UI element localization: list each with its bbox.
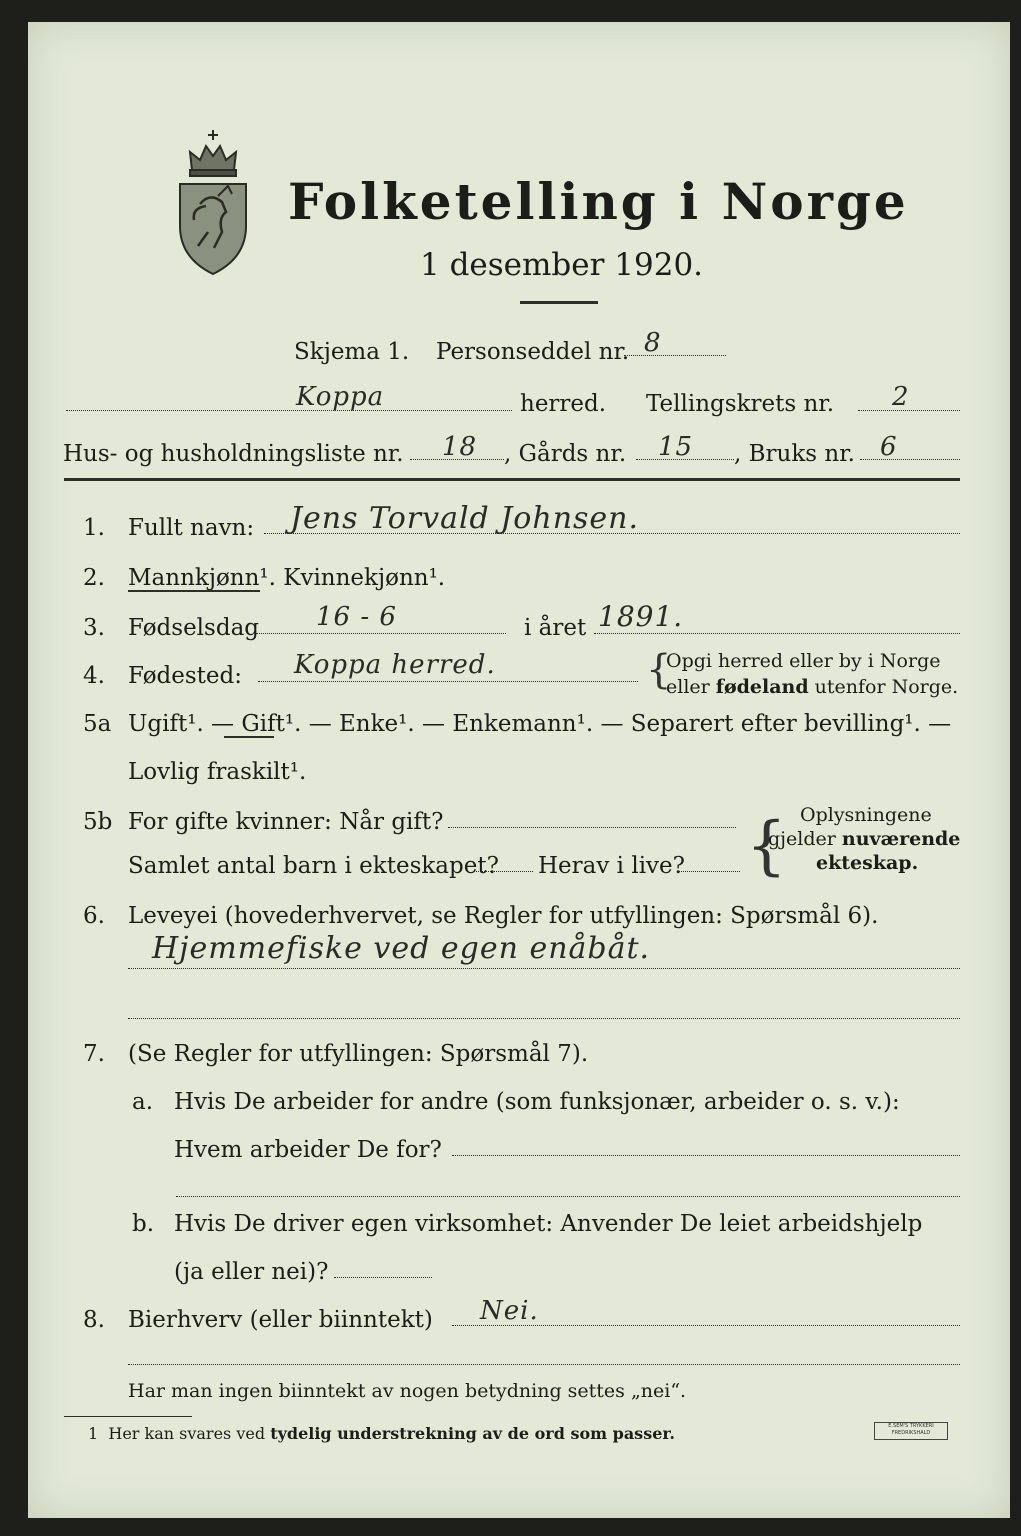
- hus-label: Hus- og husholdningsliste nr.: [63, 441, 404, 467]
- hus-value[interactable]: 18: [442, 432, 478, 462]
- q6-occupation-value[interactable]: Hjemmefiske ved egen enåbåt.: [152, 931, 651, 966]
- q4-note-line1: Opgi herred eller by i Norge: [666, 650, 941, 672]
- q5b-married-line[interactable]: [448, 827, 736, 828]
- q7a-employer-line[interactable]: [452, 1155, 960, 1156]
- form-title: Folketelling i Norge: [288, 172, 909, 231]
- printer-stamp: E.SEM'S TRYKKERI FREDRIKSHALD: [874, 1422, 948, 1440]
- q7a-number: a.: [132, 1089, 154, 1115]
- q7a-extra-line[interactable]: [176, 1196, 960, 1197]
- header-divider: [64, 478, 960, 481]
- q1-full-name-value[interactable]: Jens Torvald Johnsen.: [290, 501, 640, 536]
- q7b-line2: (ja eller nei)?: [174, 1259, 329, 1285]
- q5a-marital-options[interactable]: Ugift¹. — Gift¹. — Enke¹. — Enkemann¹. — Separert efter bevilling¹. —: [128, 711, 952, 737]
- herred-value[interactable]: Koppa: [296, 382, 385, 412]
- herred-line: [66, 410, 512, 411]
- q2-underline-mannkjonn: [128, 590, 260, 592]
- census-date: 1 desember 1920.: [420, 247, 704, 283]
- q5b-note2: gjelder nuværende: [768, 828, 961, 850]
- q3-year-label: i året: [524, 615, 587, 641]
- norwegian-coat-of-arms-icon: [170, 126, 256, 278]
- q3-year-line: [594, 633, 960, 634]
- q3-birthday-value[interactable]: 16 - 6: [316, 602, 397, 632]
- q5b-note3: ekteskap.: [816, 852, 919, 874]
- q2-number: 2.: [83, 565, 105, 591]
- q3-year-value[interactable]: 1891.: [598, 600, 684, 633]
- q7-label: (Se Regler for utfyllingen: Spørsmål 7).: [128, 1041, 589, 1067]
- q5b-children-line[interactable]: [473, 871, 533, 872]
- bruks-label: , Bruks nr.: [734, 441, 855, 467]
- q8-number: 8.: [83, 1307, 105, 1333]
- tellingskrets-label: Tellingskrets nr.: [646, 391, 835, 417]
- footnote-divider: [64, 1416, 192, 1417]
- q8-note: Har man ingen biinntekt av nogen betydning settes „nei“.: [128, 1380, 687, 1402]
- q7b-number: b.: [132, 1211, 155, 1237]
- q6-line2[interactable]: [128, 1018, 960, 1019]
- q5b-line2a: Samlet antal barn i ekteskapet?: [128, 853, 499, 879]
- q7a-line1: Hvis De arbeider for andre (som funksjonær, arbeider o. s. v.):: [174, 1089, 900, 1115]
- q2-gender-options[interactable]: Mannkjønn¹. Kvinnekjønn¹.: [128, 565, 446, 591]
- q6-label: Leveyei (hovederhvervet, se Regler for utfyllingen: Spørsmål 6).: [128, 903, 879, 929]
- q6-number: 6.: [83, 903, 105, 929]
- q4-label: Fødested:: [128, 663, 243, 689]
- census-form-page: [28, 22, 1010, 1518]
- q7b-line1: Hvis De driver egen virksomhet: Anvender De leiet arbeidshjelp: [174, 1211, 923, 1237]
- q5b-line1: For gifte kvinner: Når gift?: [128, 809, 444, 835]
- q4-brace: {: [646, 647, 672, 693]
- gards-value[interactable]: 15: [658, 432, 694, 462]
- q1-label: Fullt navn:: [128, 515, 255, 541]
- q5b-note1: Oplysningene: [800, 804, 932, 826]
- q7a-line2: Hvem arbeider De for?: [174, 1137, 442, 1163]
- q5b-line2b: Herav i live?: [538, 853, 685, 879]
- skjema-label: Skjema 1.: [294, 339, 410, 365]
- q8-line2[interactable]: [128, 1364, 960, 1365]
- q3-label: Fødselsdag: [128, 615, 260, 641]
- q4-birthplace-value[interactable]: Koppa herred.: [294, 650, 496, 680]
- personseddel-line: [624, 355, 726, 356]
- q6-line1: [128, 968, 960, 969]
- q5a-line2[interactable]: Lovlig fraskilt¹.: [128, 759, 307, 785]
- q1-number: 1.: [83, 515, 105, 541]
- q7b-answer-line[interactable]: [334, 1277, 432, 1278]
- q8-label: Bierhverv (eller biinntekt): [128, 1307, 433, 1333]
- tellingskrets-value[interactable]: 2: [892, 382, 910, 412]
- q3-line: [256, 633, 506, 634]
- personseddel-value[interactable]: 8: [644, 328, 662, 358]
- title-divider: [520, 301, 598, 304]
- q5a-underline-gift: [224, 736, 274, 738]
- q5a-number: 5a: [83, 711, 112, 737]
- q5b-number: 5b: [83, 809, 113, 835]
- footnote: 1 Her kan svares ved tydelig understrekning av de ord som passer.: [88, 1424, 675, 1443]
- herred-label: herred.: [520, 391, 607, 417]
- q5b-brace: {: [746, 809, 787, 883]
- q4-line: [258, 681, 638, 682]
- q4-note-line2: eller fødeland utenfor Norge.: [666, 676, 959, 698]
- q8-side-income-value[interactable]: Nei.: [480, 1296, 539, 1326]
- q3-number: 3.: [83, 615, 105, 641]
- q5b-alive-line[interactable]: [678, 871, 740, 872]
- q4-number: 4.: [83, 663, 105, 689]
- bruks-line: [860, 459, 960, 460]
- q7-number: 7.: [83, 1041, 105, 1067]
- personseddel-label: Personseddel nr.: [436, 339, 630, 365]
- gards-label: , Gårds nr.: [504, 441, 627, 467]
- bruks-value[interactable]: 6: [880, 432, 898, 462]
